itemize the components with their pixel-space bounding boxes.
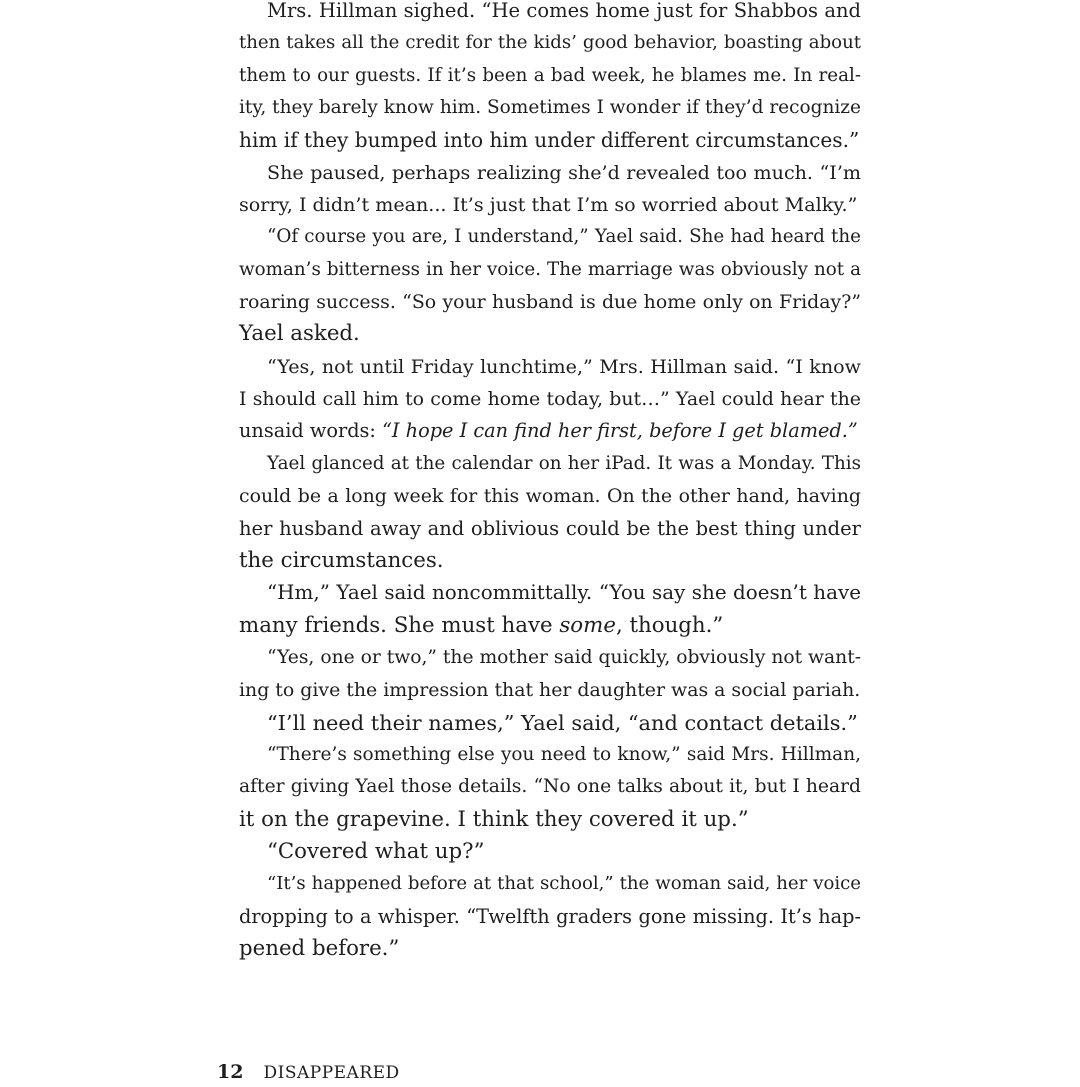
text-run: , though.” xyxy=(615,612,724,638)
text-line: “Hm,” Yael said noncommittally. “You say she doesn’t have xyxy=(267,581,861,605)
text-line: could be a long week for this woman. On the other hand, having xyxy=(239,485,861,508)
text-line: then takes all the credit for the kids’ good behavior, boasting about xyxy=(239,32,861,54)
text-line xyxy=(239,610,861,642)
paragraph xyxy=(239,577,861,642)
text-line: ity, they barely know him. Sometimes I wonder if they’d recognize xyxy=(239,97,861,119)
paragraph xyxy=(239,157,861,222)
paragraph xyxy=(239,221,861,350)
paragraph xyxy=(239,0,861,157)
paragraph xyxy=(239,868,861,965)
text-line: pened before.” xyxy=(239,935,400,961)
text-line: “Covered what up?” xyxy=(267,838,485,864)
text-line xyxy=(239,415,861,447)
text-line: woman’s bitterness in her voice. The marriage was obviously not a xyxy=(239,258,861,280)
text-line: I should call him to come home today, but…” Yael could hear the xyxy=(239,388,861,411)
text-line: “Yes, one or two,” the mother said quickly, obviously not want- xyxy=(267,646,862,668)
paragraph xyxy=(239,448,861,577)
text-line: “It’s happened before at that school,” the woman said, her voice xyxy=(267,873,861,895)
text-line: after giving Yael those details. “No one talks about it, but I heard xyxy=(239,776,861,798)
text-line: him if they bumped into him under different circumstances.” xyxy=(239,128,860,153)
page-footer xyxy=(217,1058,400,1087)
paragraph xyxy=(239,739,861,836)
text-line: She paused, perhaps realizing she’d revealed too much. “I’m xyxy=(267,160,861,184)
running-head-title: DISAPPEARED xyxy=(263,1063,400,1083)
paragraph xyxy=(239,642,861,707)
text-line: it on the grapevine. I think they covered it up.” xyxy=(239,806,749,832)
text-line: the circumstances. xyxy=(239,547,444,573)
text-line: Mrs. Hillman sighed. “He comes home just for Shabbos and xyxy=(267,0,861,22)
page-number: 12 xyxy=(217,1061,244,1083)
text-line: her husband away and oblivious could be the best thing under xyxy=(239,516,861,540)
text-line: “Yes, not until Friday lunchtime,” Mrs. Hillman said. “I know xyxy=(267,354,861,378)
text-line: sorry, I didn’t mean... It’s just that I’m so worried about Malky.” xyxy=(239,193,858,217)
italic-text-run: “I hope I can find her first, before I get blamed.” xyxy=(382,419,858,443)
italic-text-run: some xyxy=(559,612,616,638)
paragraph xyxy=(239,351,861,448)
body-text xyxy=(239,0,861,965)
text-line: them to our guests. If it’s been a bad week, he blames me. In real- xyxy=(239,64,861,86)
text-line: Yael asked. xyxy=(239,321,360,347)
text-run: unsaid words: xyxy=(239,419,383,443)
text-line: dropping to a whisper. “Twelfth graders gone missing. It’s hap- xyxy=(239,904,861,928)
text-line: roaring success. “So your husband is due home only on Friday?” xyxy=(239,291,861,314)
text-run: many friends. She must have xyxy=(239,612,560,638)
text-line: “There’s something else you need to know,” said Mrs. Hillman, xyxy=(267,743,861,765)
paragraph xyxy=(239,707,861,739)
text-line: “Of course you are, I understand,” Yael said. She had heard the xyxy=(267,226,861,248)
text-line: “I’ll need their names,” Yael said, “and contact details.” xyxy=(267,710,858,735)
text-line: Yael glanced at the calendar on her iPad. It was a Monday. This xyxy=(267,452,861,474)
text-line: ing to give the impression that her daughter was a social pariah. xyxy=(239,679,861,702)
paragraph xyxy=(239,836,861,868)
